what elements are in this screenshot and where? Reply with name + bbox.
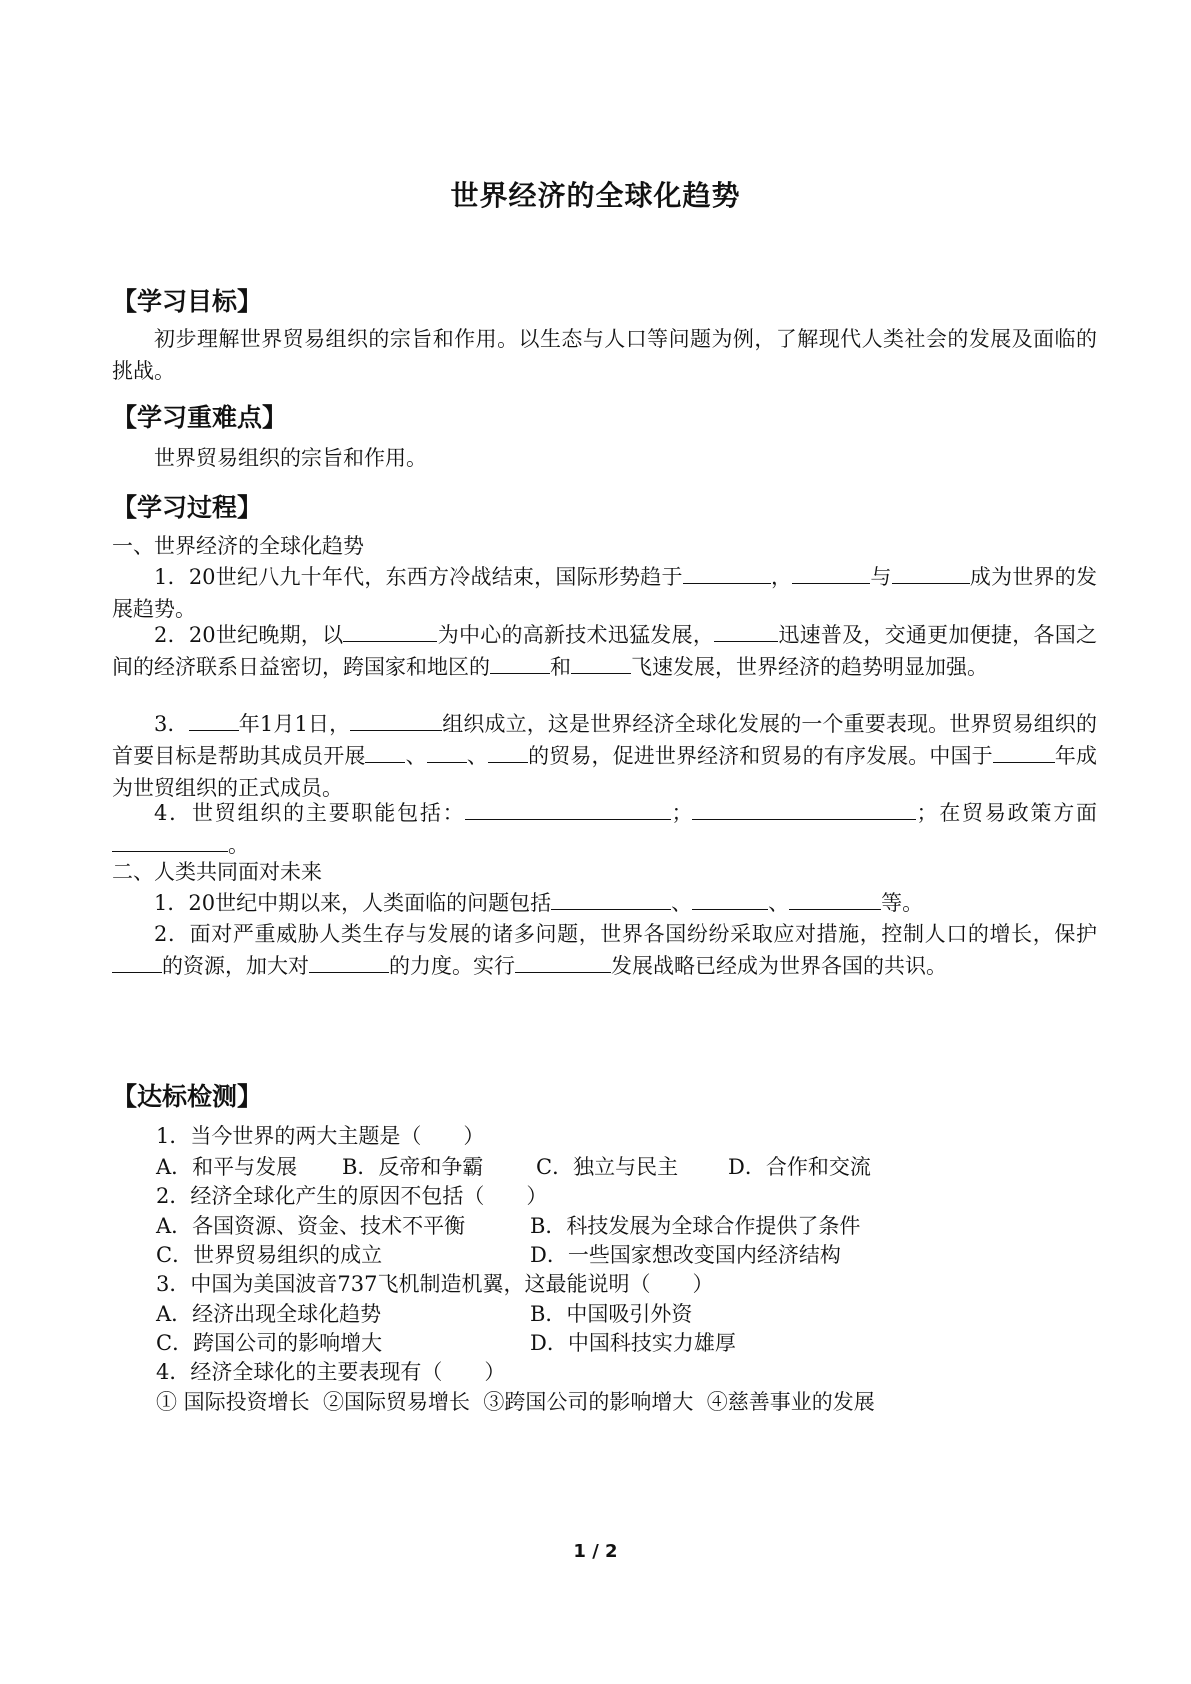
answer-blank bbox=[309, 950, 389, 973]
option-c: C．独立与民主 bbox=[536, 1155, 679, 1179]
answer-blank bbox=[792, 561, 870, 584]
goals-heading: 【学习目标】 bbox=[112, 287, 263, 316]
answer-blank bbox=[488, 740, 528, 763]
part2-title: 二、人类共同面对未来 bbox=[112, 860, 322, 884]
page-number: 1 / 2 bbox=[573, 1541, 618, 1562]
option-d: D．合作和交流 bbox=[728, 1155, 871, 1179]
answer-blank bbox=[343, 619, 437, 642]
answer-blank bbox=[714, 619, 778, 642]
process-question-5: 1．20世纪中期以来，人类面临的问题包括 、 、 等。 bbox=[112, 887, 1097, 919]
test-question-1: 1．当今世界的两大主题是（ ） bbox=[156, 1124, 485, 1148]
answer-blank bbox=[683, 561, 771, 584]
option-a: A．经济出现全球化趋势 bbox=[156, 1302, 382, 1326]
goals-text: 初步理解世界贸易组织的宗旨和作用。以生态与人口等问题为例，了解现代人类社会的发展及面临的挑战。 bbox=[112, 327, 1097, 383]
answer-blank bbox=[465, 797, 671, 820]
option-d: D．中国科技实力雄厚 bbox=[530, 1331, 736, 1355]
answer-blank bbox=[571, 651, 631, 674]
answer-blank bbox=[427, 740, 467, 763]
answer-blank bbox=[112, 950, 162, 973]
answer-blank bbox=[515, 950, 611, 973]
test-question-4: 4．经济全球化的主要表现有（ ） bbox=[156, 1360, 506, 1384]
option-a: A．和平与发展 bbox=[156, 1155, 298, 1179]
answer-blank bbox=[189, 708, 239, 731]
test-question-2: 2．经济全球化产生的原因不包括（ ） bbox=[156, 1184, 548, 1208]
part1-title: 一、世界经济的全球化趋势 bbox=[112, 534, 364, 558]
option-d: D．一些国家想改变国内经济结构 bbox=[530, 1243, 841, 1267]
answer-blank bbox=[993, 740, 1055, 763]
answer-blank bbox=[350, 708, 442, 731]
process-question-4: 4．世贸组织的主要职能包括： ； ；在贸易政策方面。 bbox=[112, 797, 1097, 861]
process-heading: 【学习过程】 bbox=[112, 493, 263, 522]
option-b: B．中国吸引外资 bbox=[530, 1302, 693, 1326]
process-question-6: 2．面对严重威胁人类生存与发展的诸多问题，世界各国纷纷采取应对措施，控制人口的增长，保护的资源，加大对 的力度。实行 发展战略已经成为世界各国的共识。 bbox=[112, 918, 1097, 982]
answer-blank bbox=[551, 887, 671, 910]
answer-blank bbox=[892, 561, 970, 584]
answer-blank bbox=[490, 651, 550, 674]
test-question-4-items: ① 国际投资增长 ②国际贸易增长 ③跨国公司的影响增大 ④慈善事业的发展 bbox=[156, 1390, 875, 1414]
answer-blank bbox=[692, 797, 916, 820]
test-question-3: 3．中国为美国波音737飞机制造机翼，这最能说明（ ） bbox=[156, 1272, 714, 1296]
process-question-1: 1．20世纪八九十年代，东西方冷战结束，国际形势趋于 ， 与 成为世界的发展趋势。 bbox=[112, 561, 1097, 625]
answer-blank bbox=[692, 887, 768, 910]
key-points-heading: 【学习重难点】 bbox=[112, 403, 288, 432]
process-question-2: 2．20世纪晚期，以 为中心的高新技术迅猛发展， 迅速普及，交通更加便捷，各国之间的经济联系日益密切，跨国家和地区的 和 飞速发展，世界经济的趋势明显加强。 bbox=[112, 619, 1097, 683]
key-points-text: 世界贸易组织的宗旨和作用。 bbox=[154, 446, 427, 470]
option-c: C．世界贸易组织的成立 bbox=[156, 1243, 383, 1267]
option-c: C．跨国公司的影响增大 bbox=[156, 1331, 383, 1355]
answer-blank bbox=[789, 887, 881, 910]
option-a: A．各国资源、资金、技术不平衡 bbox=[156, 1214, 466, 1238]
option-b: B．反帝和争霸 bbox=[342, 1155, 484, 1179]
test-heading: 【达标检测】 bbox=[112, 1082, 263, 1111]
page-title: 世界经济的全球化趋势 bbox=[450, 179, 741, 212]
answer-blank bbox=[365, 740, 405, 763]
process-question-3: 3． 年1月1日， 组织成立，这是世界经济全球化发展的一个重要表现。世界贸易组织的首要目标是帮助其成员开展 、 、 的贸易，促进世界经济和贸易的有序发展。中国于 年成为世贸组织的正式成员。 bbox=[112, 708, 1097, 804]
option-b: B．科技发展为全球合作提供了条件 bbox=[530, 1214, 861, 1238]
answer-blank bbox=[112, 829, 228, 852]
